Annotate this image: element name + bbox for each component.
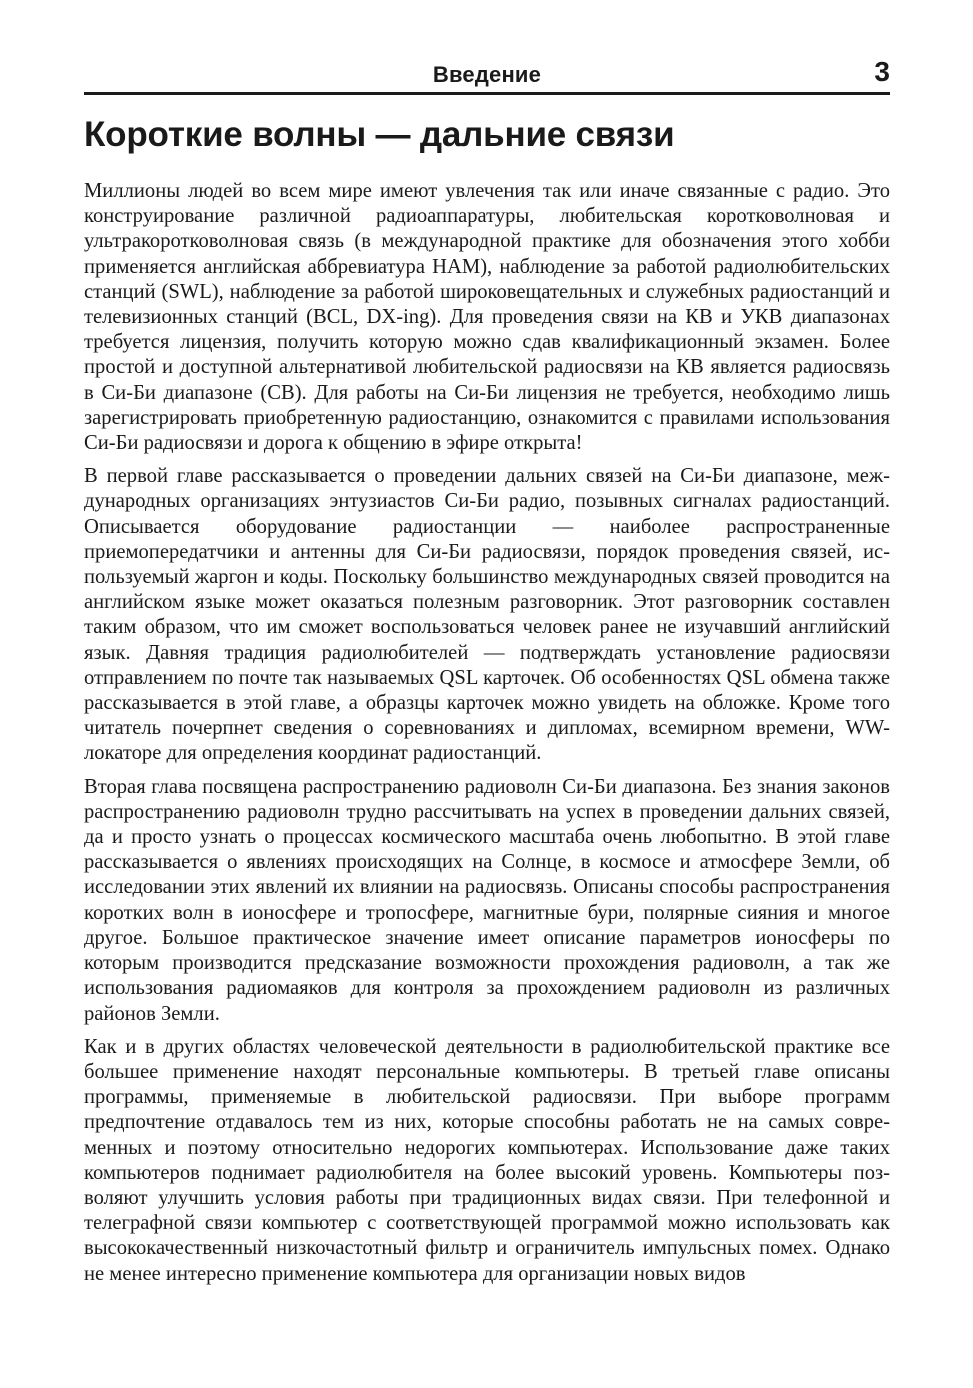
page-number: 3 — [874, 56, 890, 87]
paragraph-4: Как и в других областях человеческой деятельности в радиолюбительской практике все большее применение находят персональные компьютеры. В третьей главе описаны программы, применяемые в любительской радиосвязи. При выборе программ предпочтение отдавалось тем из них, которые способны работать не на самых современных и поэтому относительно недорогих компьютерах. Использование даже таких компьютеров поднимает радиолюбителя на более высокий уровень. Компьютеры позволяют улучшить условия работы при традиционных видах связи. При телефонной и телеграфной связи компьютер с соответствующей программой можно использовать как высококачественный низкочастотный фильтр и ограничитель импульсных помех. Однако не менее интересно применение компьютера для организации новых видов — [84, 1035, 890, 1285]
book-page — [84, 56, 890, 1295]
paragraph-1: Миллионы людей во всем мире имеют увлечения так или иначе связанные с радио. Это конструирование различной радиоаппаратуры, любительская коротковолновая и ультракоротковолновая связь (в международной практике для обозначения этого хобби применяется английская аббревиатура HAM), наблюдение за работой радиолюбительских станций (SWL), наблюдение за работой широковещательных и служебных радиостанций и телевизионных станций (BCL, DX-ing). Для проведения связи на КВ и УКВ диапазонах требуется лицензия, получить которую можно сдав квалификационный экзамен. Более простой и доступной альтернативой любительской радиосвязи на КВ является радиосвязь в Си-Би диапазоне (CB). Для работы на Си-Би лицензия не требуется, необходимо лишь зарегистрировать приобретенную радиостанцию, ознакомится с правилами использования Си-Би радиосвязи и дорога к общению в эфире открыта! — [84, 180, 890, 455]
paragraph-2: В первой главе рассказывается о проведении дальних связей на Си-Би диапазоне, международных организациях энтузиастов Си-Би радио, позывных сигналах радиостанций. Описывается оборудование радиостанции — наиболее распространенные приемопередатчики и антенны для Си-Би радиосвязи, порядок проведения связей, используемый жаргон и коды. Поскольку большинство международных связей проводится на английском языке может оказаться полезным разговорник. Этот разговорник составлен таким образом, что им сможет воспользоваться человек ранее не изучавший английский язык. Давняя традиция радиолюбителей — подтверждать установление радиосвязи отправлением по почте так называемых QSL карточек. Об особенностях QSL обмена также рассказывается в этой главе, а образцы карточек можно увидеть на обложке. Кроме того читатель почерпнет сведения о соревнованиях и дипломах, всемирном времени, WW-локаторе для определения координат радиостанций. — [84, 465, 890, 765]
running-header — [84, 56, 890, 95]
body-text — [84, 179, 890, 1287]
chapter-title: Короткие волны — дальние связи — [84, 115, 675, 154]
paragraph-3: Вторая глава посвящена распространению радиоволн Си-Би диапазона. Без знания законов распространению радиоволн трудно рассчитывать на успех в проведении дальних связей, да и просто узнать о процессах космического масштаба очень любопытно. В этой главе рассказывается о явлениях происходящих на Солнце, в космосе и атмосфере Земли, об исследовании этих явлений их влиянии на радиосвязь. Описаны способы распространения коротких волн в ионосфере и тропосфере, магнитные бури, полярные сияния и многое другое. Большое практическое значение имеет описание параметров ионосферы по которым производится предсказание возможности прохождения радиоволн, а так же использования радиомаяков для контроля за прохождением радиоволн из различных районов Земли. — [84, 775, 890, 1025]
running-title: Введение — [432, 62, 542, 87]
